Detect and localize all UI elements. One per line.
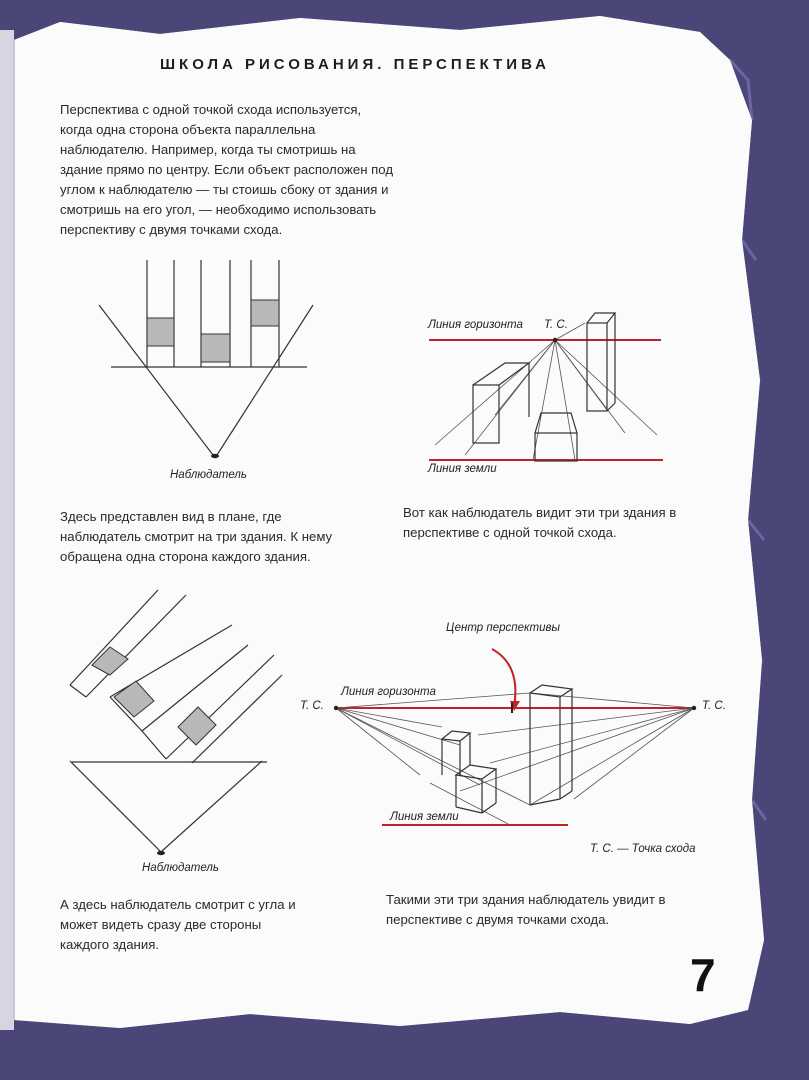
horizon-line-label: Линия горизонта (428, 319, 523, 331)
intro-paragraph: Перспектива с одной точкой схода используется, когда одна сторона объекта параллельна наблюдателю. Например, когда ты смотришь на здание прямо по центру. Если объект расположен под углом к наблюдателю — ты стоишь сбоку от здания и смотришь на его угол, — необходимо использовать перспективу с двумя точками схода. (60, 102, 394, 237)
page-header: ШКОЛА РИСОВАНИЯ. ПЕРСПЕКТИВА (159, 56, 551, 73)
two-point-perspective-diagram (330, 635, 710, 835)
ground-line-label: Линия земли (428, 463, 497, 475)
observer-label: Наблюдатель (170, 469, 247, 481)
observer-label-2: Наблюдатель (142, 862, 219, 874)
vanishing-point-left-label: Т. С. (300, 700, 324, 712)
caption-one-point: Вот как наблюдатель видит эти три здания в перспективе с одной точкой схода. (403, 505, 677, 540)
page-number: 7 (690, 949, 716, 1001)
horizon-line-label-2: Линия горизонта (341, 686, 436, 698)
vanishing-point-legend: Т. С. — Точка схода (590, 843, 696, 855)
caption-plan-front: Здесь представлен вид в плане, где наблюдатель смотрит на три здания. К нему обращена одна сторона каждого здания. (60, 509, 333, 564)
caption-two-point: Такими эти три здания наблюдатель увидит в перспективе с двумя точками схода. (386, 892, 666, 927)
caption-plan-angle: А здесь наблюдатель смотрит с угла и может видеть сразу две стороны каждого здания. (60, 897, 296, 952)
vanishing-point-right-label: Т. С. (702, 700, 726, 712)
perspective-center-label: Центр перспективы (446, 622, 560, 634)
vanishing-point-label: Т. С. (544, 319, 568, 331)
ground-line-label-2: Линия земли (390, 811, 459, 823)
plan-front-diagram (95, 255, 320, 470)
plan-angle-diagram (62, 585, 297, 863)
